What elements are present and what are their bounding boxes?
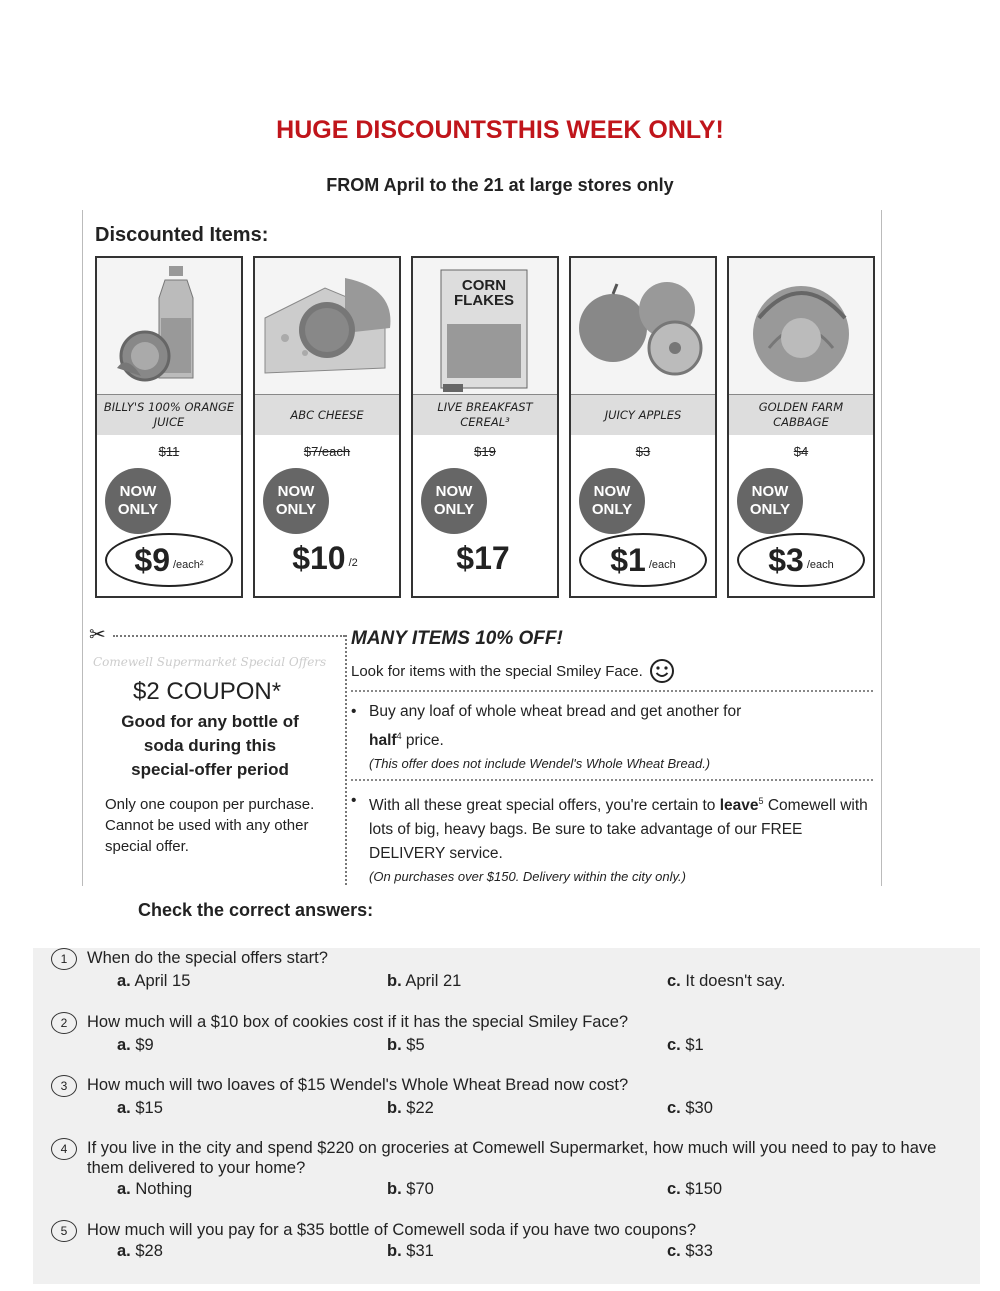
item-card-cereal: [411, 256, 559, 598]
orange-juice-image: [97, 258, 241, 395]
offer-note-bread: (This offer does not include Wendel's Whole Wheat Bread.): [369, 756, 711, 772]
coupon-conditions: Only one coupon per purchase. Cannot be used with any other special offer.: [105, 796, 315, 855]
cereal-box-label: CORN FLAKES: [454, 277, 514, 309]
new-price-value: $1: [610, 541, 646, 578]
new-price-value: $17: [456, 539, 510, 576]
question-number: 2: [51, 1012, 77, 1034]
new-price-unit: /each²: [173, 559, 204, 571]
answer-b[interactable]: b. $70: [387, 1180, 434, 1198]
quiz-instruction: Check the correct answers:: [138, 900, 374, 920]
scissors-icon: ✂: [89, 624, 106, 646]
answer-a[interactable]: a. $28: [117, 1242, 163, 1260]
new-price: [263, 533, 387, 583]
answer-b[interactable]: b. $5: [387, 1036, 425, 1054]
answer-c[interactable]: c. It doesn't say.: [667, 972, 786, 990]
offer-bullet-bread: • Buy any loaf of whole wheat bread and get another for half$^4$ price.: [351, 703, 742, 750]
coupon-watermark: Comewell Supermarket Special Offers: [93, 655, 327, 669]
answer-a[interactable]: a. Nothing: [117, 1180, 193, 1198]
question-text: How much will a $10 box of cookies cost if it has the special Smiley Face?: [87, 1013, 629, 1031]
old-price: $3: [635, 444, 651, 459]
apples-image: [571, 258, 715, 395]
flyer: [82, 210, 882, 886]
answer-c[interactable]: c. $30: [667, 1099, 713, 1117]
new-price-unit: /each: [806, 559, 834, 571]
cheese-image: [255, 258, 399, 395]
item-name: GOLDEN FARM CABBAGE: [729, 395, 873, 435]
dotted-divider: [351, 779, 873, 781]
now-only-badge: NOW ONLY: [105, 468, 171, 534]
quiz-panel: [33, 948, 980, 1284]
question-text: When do the special offers start?: [87, 949, 328, 967]
question-text: If you live in the city and spend $220 on groceries at Comewell Supermarket, how much will you need to pay to have them delivered to your home?: [87, 1139, 937, 1177]
now-only-badge: NOW ONLY: [579, 468, 645, 534]
page-title: HUGE DISCOUNTSTHIS WEEK ONLY!: [276, 116, 724, 144]
new-price: [105, 533, 233, 587]
discounted-items-heading: Discounted Items:: [95, 224, 269, 246]
answer-b[interactable]: b. $31: [387, 1242, 434, 1260]
offer-bullet-delivery: • With all these great special offers, you're certain to leave$^5$ Comewell with lots of big, heavy bags. Be sure to take advantage of our FREE DELIVERY service.: [351, 792, 868, 863]
item-name: ABC CHEESE: [255, 395, 399, 435]
cereal-box-image: [413, 258, 557, 395]
offers-panel: [351, 628, 873, 888]
new-price: [737, 533, 865, 587]
offer-note-delivery: (On purchases over $150. Delivery within the city only.): [369, 869, 686, 885]
question-number: 1: [51, 948, 77, 970]
old-price: $11: [158, 444, 180, 459]
old-price: $7/each: [303, 444, 351, 459]
answer-b[interactable]: b. $22: [387, 1099, 434, 1117]
question-number: 3: [51, 1075, 77, 1097]
answer-b[interactable]: b. April 21: [387, 972, 462, 990]
question-text: How much will two loaves of $15 Wendel's Whole Wheat Bread now cost?: [87, 1076, 629, 1094]
cabbage-image: [729, 258, 873, 395]
smiley-line: [351, 658, 873, 684]
smiley-face-icon: [649, 658, 675, 684]
old-price: $19: [474, 444, 496, 459]
answer-c[interactable]: c. $150: [667, 1180, 723, 1198]
answer-a[interactable]: a. $9: [117, 1036, 154, 1054]
coupon-cut-line: [113, 635, 345, 637]
item-name: LIVE BREAKFAST CEREAL³: [413, 395, 557, 435]
new-price: [579, 533, 707, 587]
new-price-unit: /each: [648, 559, 676, 571]
dotted-divider: [351, 690, 873, 692]
now-only-badge: NOW ONLY: [263, 468, 329, 534]
item-card-cheese: [253, 256, 401, 598]
answer-c[interactable]: c. $1: [667, 1036, 704, 1054]
new-price: [421, 533, 545, 583]
question-number: 4: [51, 1138, 77, 1160]
page-subtitle: FROM April to the 21 at large stores only: [326, 175, 674, 195]
answer-a[interactable]: a. April 15: [117, 972, 191, 990]
old-price: $4: [793, 444, 809, 459]
item-name: BILLY'S 100% ORANGE JUICE: [97, 395, 241, 435]
now-only-badge: NOW ONLY: [421, 468, 487, 534]
new-price-value: $9: [134, 541, 170, 578]
item-card-apples: [569, 256, 717, 598]
coupon-good-for: Good for any bottle of soda during this special-offer period: [121, 712, 299, 779]
coupon-side-line: [345, 635, 347, 885]
item-name: JUICY APPLES: [571, 395, 715, 435]
offers-heading: MANY ITEMS 10% OFF!: [351, 628, 563, 649]
new-price-unit: /2: [348, 557, 358, 569]
now-only-badge: NOW ONLY: [737, 468, 803, 534]
item-card-orange-juice: [95, 256, 243, 598]
new-price-value: $3: [768, 541, 804, 578]
answer-a[interactable]: a. $15: [117, 1099, 163, 1117]
question-number: 5: [51, 1220, 77, 1242]
question-text: How much will you pay for a $35 bottle of Comewell soda if you have two coupons?: [87, 1221, 696, 1239]
coupon-title: $2 COUPON*: [133, 678, 282, 705]
new-price-value: $10: [292, 539, 346, 576]
item-card-cabbage: [727, 256, 875, 598]
look-for-text: Look for items with the special Smiley Face.: [351, 662, 643, 680]
answer-c[interactable]: c. $33: [667, 1242, 713, 1260]
